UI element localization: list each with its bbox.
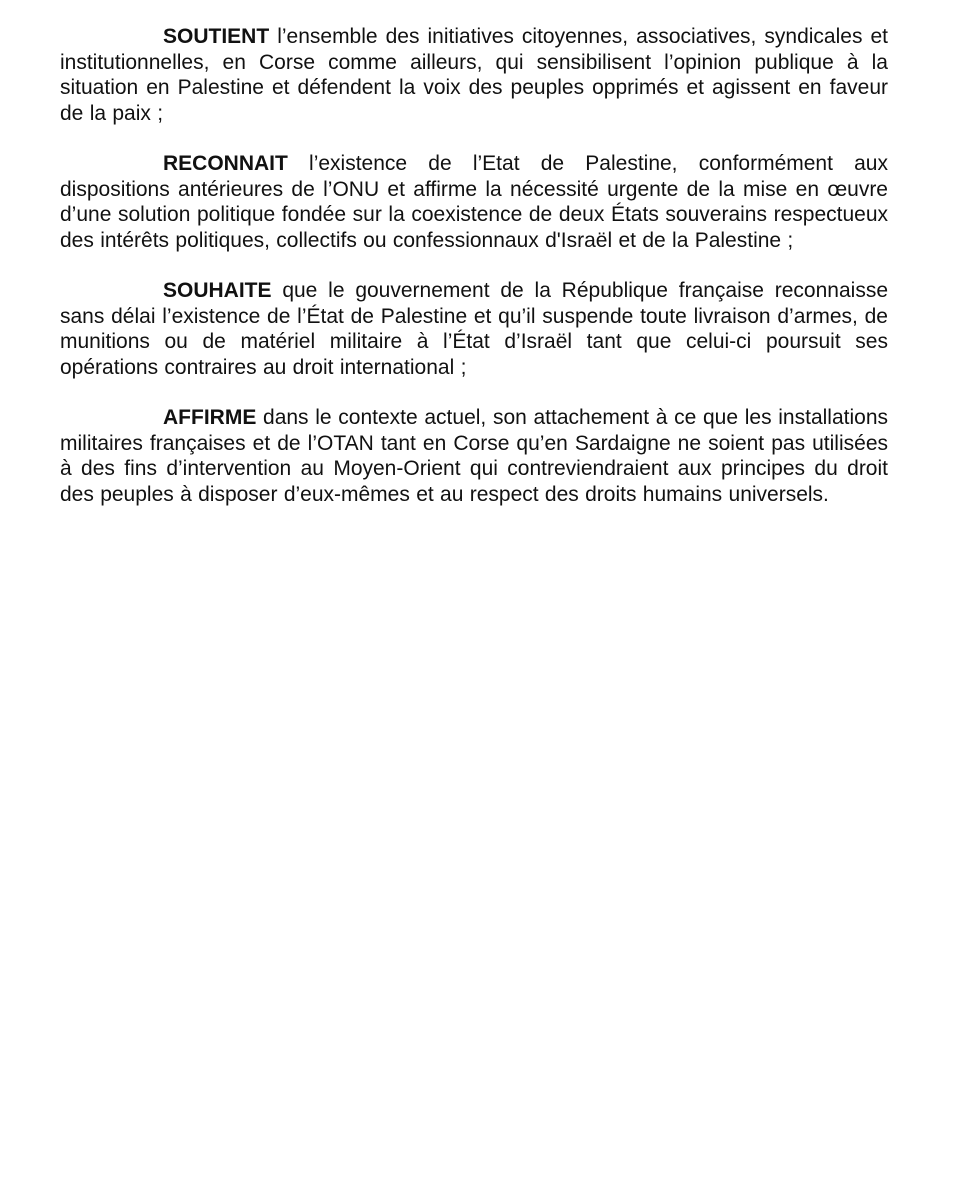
paragraph-text: dans le contexte actuel, son attachement à ce que les installations militaires françaises et de l’OTAN tant en Corse qu’en Sardaigne ne soient pas utilisées à des fins d’intervention au Moyen-Orient qui contreviendraient aux principes du droit des peuples à disposer d’eux-mêmes et au respect des droits humains universels. xyxy=(60,406,888,506)
paragraph-keyword: AFFIRME xyxy=(163,406,257,429)
paragraph-text: l’existence de l’Etat de Palestine, conformément aux dispositions antérieures de l’ONU et affirme la nécessité urgente de la mise en œuvre d’une solution politique fondée sur la coexistence de deux États souverains respectueux des intérêts politiques, collectifs ou confessionnaux d'Israël et de la Palestine ; xyxy=(60,152,888,252)
paragraph-keyword: SOUHAITE xyxy=(163,279,272,302)
paragraph-keyword: SOUTIENT xyxy=(163,25,270,48)
paragraph-affirme xyxy=(60,405,888,507)
paragraph-text: que le gouvernement de la République française reconnaisse sans délai l’existence de l’État de Palestine et qu’il suspende toute livraison d’armes, de munitions ou de matériel militaire à l’État d’Israël tant que celui-ci poursuit ses opérations contraires au droit international ; xyxy=(60,279,888,379)
paragraph-reconnait xyxy=(60,151,888,253)
paragraph-soutient xyxy=(60,24,888,126)
paragraph-souhaite xyxy=(60,278,888,380)
paragraph-text: l’ensemble des initiatives citoyennes, associatives, syndicales et institutionnelles, en Corse comme ailleurs, qui sensibilisent l’opinion publique à la situation en Palestine et défendent la voix des peuples opprimés et agissent en faveur de la paix ; xyxy=(60,25,888,125)
paragraph-keyword: RECONNAIT xyxy=(163,152,288,175)
